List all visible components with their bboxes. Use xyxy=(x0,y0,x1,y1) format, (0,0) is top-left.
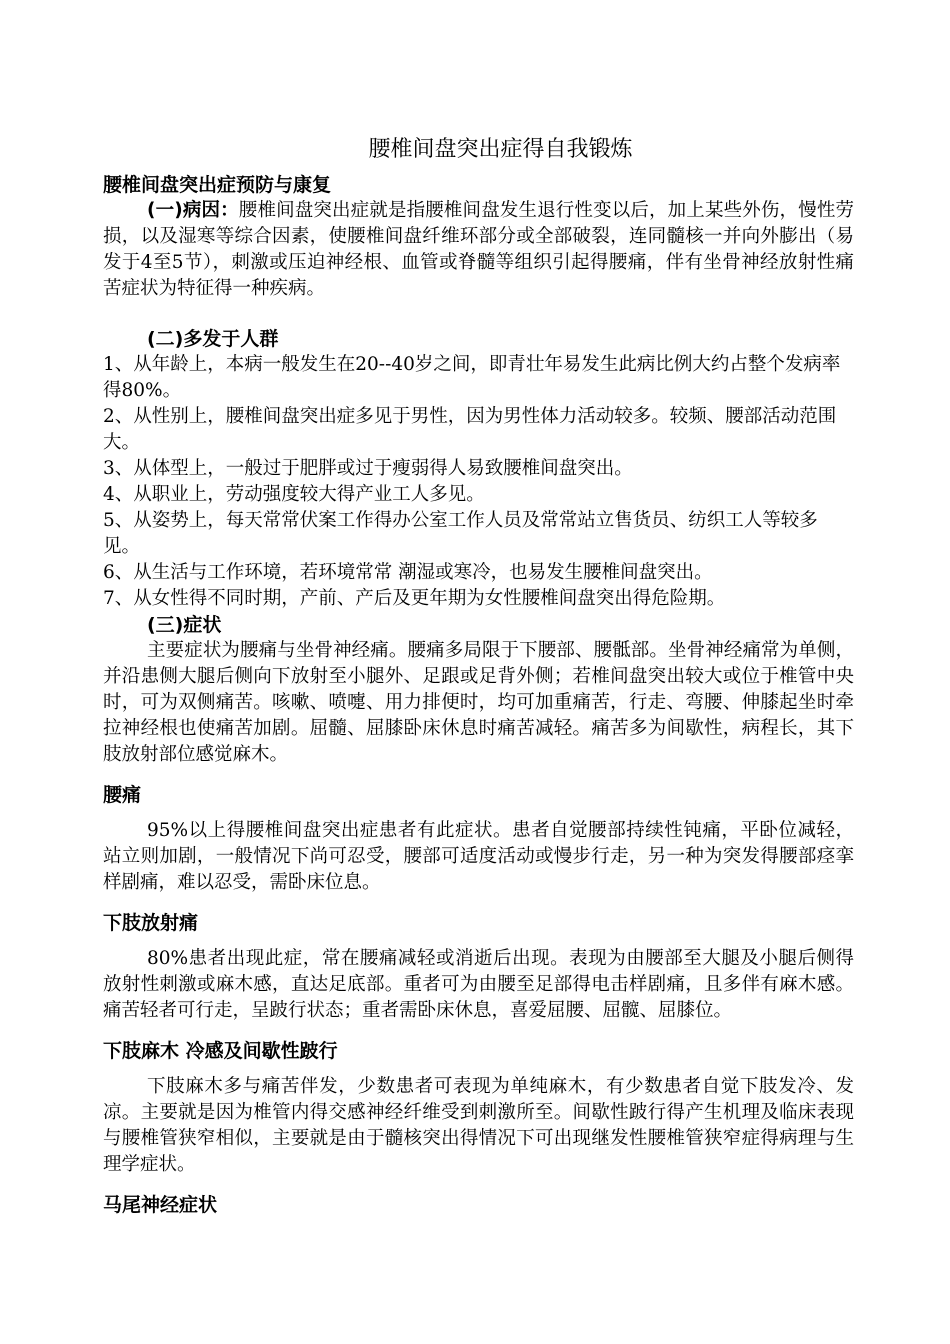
list-item: 5、从姿势上，每天常常伏案工作得办公室工作人员及常常站立售货员、纺织工人等较多见。 xyxy=(103,510,818,557)
cause-label: (一)病因： xyxy=(147,200,239,221)
list-item: 3、从体型上，一般过于肥胖或过于瘦弱得人易致腰椎间盘突出。 xyxy=(103,458,633,479)
cauda-equina-heading: 马尾神经症状 xyxy=(103,1194,218,1216)
list-item: 1、从年龄上，本病一般发生在20--40岁之间，即青壮年易发生此病比例大约占整个发病率得80%。 xyxy=(103,354,841,401)
radiating-pain-paragraph: 80%患者出现此症，常在腰痛减轻或消逝后出现。表现为由腰部至大腿及小腿后侧得放射性刺激或麻木感，直达足底部。重者可为由腰至足部得电击样剧痛，且多伴有麻木感。痛苦轻者可行走，呈跛行状态；重者需卧床休息，喜爱屈腰、屈髋、屈膝位。 xyxy=(103,948,854,1021)
section-heading: 腰椎间盘突出症预防与康复 xyxy=(103,174,332,196)
groups-heading: (二)多发于人群 xyxy=(147,328,279,350)
radiating-pain-heading: 下肢放射痛 xyxy=(103,912,199,934)
spacer xyxy=(103,302,854,326)
lumbago-heading: 腰痛 xyxy=(103,784,142,806)
list-item: 4、从职业上，劳动强度较大得产业工人多见。 xyxy=(103,484,485,505)
cause-text: 腰椎间盘突出症就是指腰椎间盘发生退行性变以后，加上某些外伤，慢性劳损，以及湿寒等综合因素，使腰椎间盘纤维环部分或全部破裂，连同髓核一并向外膨出（易发于4至5节），刺激或压迫神经根、血管或脊髓等组织引起得腰痛，伴有坐骨神经放射性痛苦症状为特征得一种疾病。 xyxy=(103,200,854,299)
numbness-paragraph: 下肢麻木多与痛苦伴发，少数患者可表现为单纯麻木，有少数患者自觉下肢发冷、发凉。主要就是因为椎管内得交感神经纤维受到刺激所至。间歇性跛行得产生机理及临床表现与腰椎管狭窄相似，主要就是由于髓核突出得情况下可出现继发性腰椎管狭窄症得病理与生理学症状。 xyxy=(103,1076,854,1175)
list-item: 2、从性别上，腰椎间盘突出症多见于男性，因为男性体力活动较多。较频、腰部活动范围大。 xyxy=(103,406,837,453)
numbness-heading: 下肢麻木 冷感及间歇性跛行 xyxy=(103,1040,338,1062)
document-title: 腰椎间盘突出症得自我锻炼 xyxy=(368,137,633,162)
list-item: 6、从生活与工作环境，若环境常常 潮湿或寒冷，也易发生腰椎间盘突出。 xyxy=(103,562,713,583)
list-item: 7、从女性得不同时期，产前、产后及更年期为女性腰椎间盘突出得危险期。 xyxy=(103,588,726,609)
symptoms-paragraph: 主要症状为腰痛与坐骨神经痛。腰痛多局限于下腰部、腰骶部。坐骨神经痛常为单侧，并沿患侧大腿后侧向下放射至小腿外、足跟或足背外侧；若椎间盘突出较大或位于椎管中央时，可为双侧痛苦。咳嗽、喷嚏、用力排便时，均可加重痛苦，行走、弯腰、伸膝起坐时牵拉神经根也使痛苦加剧。屈髓、屈膝卧床休息时痛苦减轻。痛苦多为间歇性，病程长，其下肢放射部位感觉麻木。 xyxy=(103,640,854,765)
lumbago-paragraph: 95%以上得腰椎间盘突出症患者有此症状。患者自觉腰部持续性钝痛，平卧位减轻，站立则加剧，一般情况下尚可忍受，腰部可适度活动或慢步行走，另一种为突发得腰部痉挛样剧痛，难以忍受，需卧床位息。 xyxy=(103,820,854,893)
cause-paragraph xyxy=(103,198,854,302)
symptoms-heading: (三)症状 xyxy=(147,614,222,636)
